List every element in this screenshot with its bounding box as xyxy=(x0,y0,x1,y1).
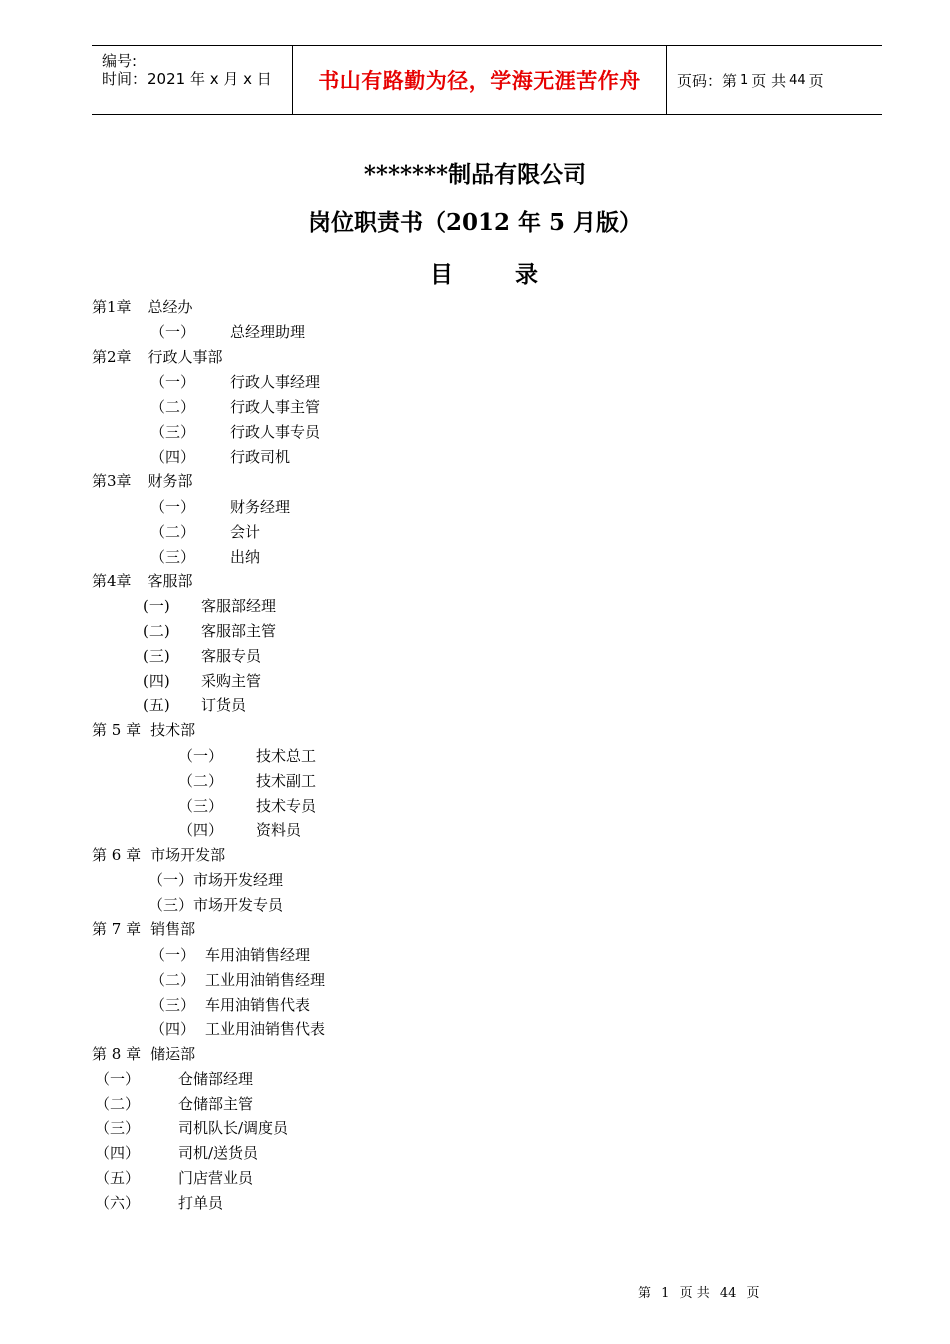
chapter-name: 销售部 xyxy=(150,920,196,938)
page-total: 44 xyxy=(789,72,806,88)
toc-item-name: 市场开发专员 xyxy=(193,896,284,914)
toc-item: （二） xyxy=(95,1095,141,1113)
chapter-5 xyxy=(92,720,195,740)
company-title: *******制品有限公司 xyxy=(363,161,587,188)
toc-item-name: 资料员 xyxy=(256,821,302,839)
chapter-7 xyxy=(92,919,195,939)
toc-item xyxy=(148,870,283,890)
toc-item-name: 行政人事经理 xyxy=(230,373,321,391)
toc-item: （二） xyxy=(150,971,196,989)
chapter-number: 第 5 章 xyxy=(92,721,142,739)
chapter-number: 第 7 章 xyxy=(92,920,142,938)
footer-page-num: 1 xyxy=(661,1286,670,1301)
toc-heading-a: 目 xyxy=(430,261,453,288)
toc-item: （一） xyxy=(95,1070,141,1088)
toc-item-name: 会计 xyxy=(230,523,261,541)
toc-item-name: 财务经理 xyxy=(230,498,291,516)
toc-item-name: 出纳 xyxy=(230,548,261,566)
toc-item: （一） xyxy=(150,323,196,341)
page-prefix: 页码：第 xyxy=(677,71,738,90)
toc-item: （三） xyxy=(178,797,224,815)
toc-item-number: （三） xyxy=(148,896,194,914)
toc-item-name: 客服专员 xyxy=(201,647,262,665)
toc-item: （一） xyxy=(150,498,196,516)
toc-item-name: 采购主管 xyxy=(201,672,262,690)
chapter-8 xyxy=(92,1044,195,1064)
toc-item-name: 车用油销售经理 xyxy=(205,946,311,964)
toc-item-name: 工业用油销售经理 xyxy=(205,971,326,989)
toc-item: （四） xyxy=(150,448,196,466)
toc-item xyxy=(148,895,283,915)
toc-item-name: 订货员 xyxy=(201,696,247,714)
toc-item-name: 技术专员 xyxy=(256,797,317,815)
chapter-name: 总经办 xyxy=(147,298,193,316)
footer-page-total: 44 xyxy=(719,1286,737,1301)
chapter-name: 财务部 xyxy=(147,472,193,490)
toc-item: (三) xyxy=(143,647,170,665)
chapter-name: 储运部 xyxy=(150,1045,196,1063)
chapter-number: 第 6 章 xyxy=(92,846,142,864)
toc-item-name: 行政司机 xyxy=(230,448,291,466)
chapter-number: 第2章 xyxy=(92,348,132,366)
toc-item: （六） xyxy=(95,1194,141,1212)
toc-item-name: 市场开发经理 xyxy=(193,871,284,889)
chapter-3 xyxy=(92,471,193,491)
chapter-2 xyxy=(92,347,223,367)
page-mid: 页 共 xyxy=(751,71,787,90)
chapter-1 xyxy=(92,297,193,317)
toc-item: （三） xyxy=(95,1119,141,1137)
toc-item-name: 工业用油销售代表 xyxy=(205,1020,326,1038)
toc-item: （三） xyxy=(150,423,196,441)
footer-prefix: 第 xyxy=(638,1286,652,1301)
toc-heading-b: 录 xyxy=(515,261,538,288)
toc-item: (一) xyxy=(143,597,170,615)
toc-item-name: 打单员 xyxy=(178,1194,224,1212)
toc-item: （五） xyxy=(95,1169,141,1187)
toc-item: （二） xyxy=(150,523,196,541)
document-title: 岗位职责书（2012 年 5 月版） xyxy=(307,209,643,236)
toc-item: （二） xyxy=(178,772,224,790)
chapter-number: 第4章 xyxy=(92,572,132,590)
page-suffix: 页 xyxy=(808,71,824,90)
footer-suffix: 页 xyxy=(746,1286,760,1301)
chapter-number: 第1章 xyxy=(92,298,132,316)
toc-item-name: 客服部主管 xyxy=(201,622,277,640)
toc-item: （三） xyxy=(150,548,196,566)
toc-item-name: 仓储部经理 xyxy=(178,1070,254,1088)
toc-item: （三） xyxy=(150,996,196,1014)
toc-item-name: 行政人事专员 xyxy=(230,423,321,441)
footer-mid: 页 共 xyxy=(679,1286,710,1301)
toc-item: （一） xyxy=(178,747,224,765)
chapter-name: 技术部 xyxy=(150,721,196,739)
toc-item: (四) xyxy=(143,672,170,690)
toc-item: （一） xyxy=(150,946,196,964)
toc-item: （一） xyxy=(150,373,196,391)
toc-item-number: （一） xyxy=(148,871,194,889)
toc-item-name: 技术总工 xyxy=(256,747,317,765)
toc-item-name: 技术副工 xyxy=(256,772,317,790)
toc-item-name: 客服部经理 xyxy=(201,597,277,615)
chapter-name: 市场开发部 xyxy=(150,846,226,864)
toc-item: (二) xyxy=(143,622,170,640)
page-footer xyxy=(638,1282,760,1301)
toc-item-name: 司机/送货员 xyxy=(178,1144,259,1162)
number-label: 编号: xyxy=(102,52,138,70)
toc-item: （二） xyxy=(150,398,196,416)
toc-item-name: 仓储部主管 xyxy=(178,1095,254,1113)
toc-item: （四） xyxy=(178,821,224,839)
toc-item-name: 车用油销售代表 xyxy=(205,996,311,1014)
time-label: 时间：2021 年 x 月 x 日 xyxy=(102,70,272,88)
page-num: 1 xyxy=(740,72,749,88)
motto: 书山有路勤为径，学海无涯苦作舟 xyxy=(318,69,641,93)
toc-item-name: 行政人事主管 xyxy=(230,398,321,416)
chapter-6 xyxy=(92,845,225,865)
chapter-name: 客服部 xyxy=(147,572,193,590)
toc-item: (五) xyxy=(143,696,170,714)
toc-item-name: 总经理助理 xyxy=(230,323,306,341)
chapter-number: 第3章 xyxy=(92,472,132,490)
chapter-number: 第 8 章 xyxy=(92,1045,142,1063)
chapter-4 xyxy=(92,571,193,591)
chapter-name: 行政人事部 xyxy=(147,348,223,366)
toc-item: （四） xyxy=(150,1020,196,1038)
toc-item-name: 司机队长/调度员 xyxy=(178,1119,289,1137)
toc-item: （四） xyxy=(95,1144,141,1162)
toc-item-name: 门店营业员 xyxy=(178,1169,254,1187)
